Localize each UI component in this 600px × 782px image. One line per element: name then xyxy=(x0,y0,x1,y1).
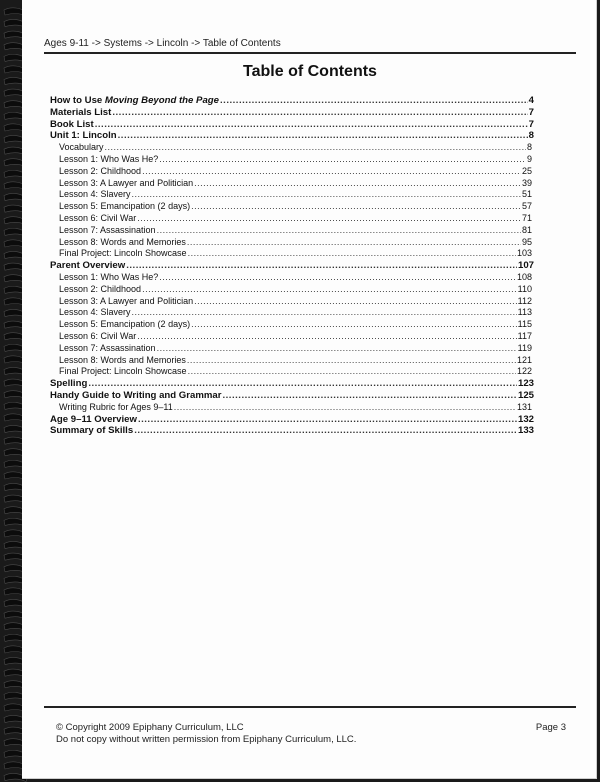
toc-entry[interactable] xyxy=(50,201,534,213)
toc-entry[interactable] xyxy=(50,107,534,119)
dot-leader xyxy=(105,142,526,154)
dot-leader xyxy=(191,201,521,213)
toc-page-number: 115 xyxy=(517,319,532,330)
footer-divider xyxy=(44,706,576,708)
dot-leader xyxy=(88,378,517,390)
toc-entry[interactable] xyxy=(50,213,534,225)
page-title: Table of Contents xyxy=(243,63,377,80)
toc-page-number: 9 xyxy=(526,153,532,164)
dot-leader xyxy=(142,166,521,178)
toc-entry-label: Lesson 6: Civil War xyxy=(59,330,137,341)
toc-entry-label: Summary of Skills xyxy=(50,425,134,437)
toc-entry-label: Materials List xyxy=(50,106,112,118)
page-number: Page 3 xyxy=(535,722,566,733)
toc-entry-label: Lesson 8: Words and Memories xyxy=(59,354,186,365)
toc-entry-label: Final Project: Lincoln Showcase xyxy=(59,366,187,377)
document-page xyxy=(22,0,597,779)
dot-leader xyxy=(142,284,517,296)
toc-entry[interactable] xyxy=(50,260,534,272)
toc-entry[interactable] xyxy=(50,414,534,426)
toc-entry[interactable] xyxy=(50,307,534,319)
toc-entry-label: Lesson 7: Assassination xyxy=(59,342,156,353)
toc-page-number: 39 xyxy=(521,177,532,188)
toc-entry-label: Lesson 5: Emancipation (2 days) xyxy=(59,201,191,212)
toc-page-number: 25 xyxy=(521,165,532,176)
toc-page-number: 81 xyxy=(521,224,532,235)
toc-entry[interactable] xyxy=(50,142,534,154)
dot-leader xyxy=(222,390,517,402)
toc-entry-label: Lesson 4: Slavery xyxy=(59,307,131,318)
dot-leader xyxy=(126,260,517,272)
dot-leader xyxy=(187,355,516,367)
toc-page-number: 8 xyxy=(528,130,534,142)
dot-leader xyxy=(191,319,517,331)
dot-leader xyxy=(137,213,521,225)
toc-entry[interactable] xyxy=(50,331,534,343)
dot-leader xyxy=(134,425,517,437)
toc-entry-label: Unit 1: Lincoln xyxy=(50,130,117,142)
toc-entry[interactable] xyxy=(50,366,534,378)
dot-leader xyxy=(194,178,521,190)
dot-leader xyxy=(159,272,516,284)
toc-entry-label: Lesson 3: A Lawyer and Politician xyxy=(59,177,194,188)
toc-entry-label: Age 9–11 Overview xyxy=(50,413,137,425)
copy-notice: Do not copy without written permission from Epiphany Curriculum, LLC. xyxy=(56,734,357,745)
toc-page-number: 133 xyxy=(517,425,534,437)
toc-page-number: 103 xyxy=(516,248,532,259)
toc-entry-label: Lesson 3: A Lawyer and Politician xyxy=(59,295,194,306)
toc-entry-label: Lesson 1: Who Was He? xyxy=(59,153,159,164)
toc-entry-label: Lesson 1: Who Was He? xyxy=(59,271,159,282)
dot-leader xyxy=(159,154,526,166)
toc-entry[interactable] xyxy=(50,154,534,166)
toc-page-number: 107 xyxy=(517,260,534,272)
toc-entry[interactable] xyxy=(50,284,534,296)
toc-page-number: 110 xyxy=(517,283,532,294)
toc-entry[interactable] xyxy=(50,402,534,414)
toc-page-number: 51 xyxy=(521,189,532,200)
dot-leader xyxy=(188,248,516,260)
toc-entry[interactable] xyxy=(50,319,534,331)
toc-entry-label: Lesson 7: Assassination xyxy=(59,224,156,235)
toc-entry[interactable] xyxy=(50,237,534,249)
toc-page-number: 125 xyxy=(517,389,534,401)
toc-entry[interactable] xyxy=(50,296,534,308)
toc-entry-label: Lesson 6: Civil War xyxy=(59,212,137,223)
toc-entry-label: Lesson 2: Childhood xyxy=(59,165,142,176)
toc-page-number: 131 xyxy=(516,401,532,412)
dot-leader xyxy=(137,331,516,343)
dot-leader xyxy=(95,119,528,131)
toc-entry[interactable] xyxy=(50,390,534,402)
dot-leader xyxy=(194,296,517,308)
toc-page-number: 71 xyxy=(521,212,532,223)
toc-entry[interactable] xyxy=(50,272,534,284)
toc-entry-label: Final Project: Lincoln Showcase xyxy=(59,248,187,259)
toc-entry-label: Lesson 4: Slavery xyxy=(59,189,131,200)
toc-entry[interactable] xyxy=(50,225,534,237)
toc-entry-label: Vocabulary xyxy=(59,142,104,153)
toc-page-number: 57 xyxy=(521,201,532,212)
toc-entry[interactable] xyxy=(50,343,534,355)
dot-leader xyxy=(112,107,527,119)
footer xyxy=(56,722,566,746)
toc-entry-label: How to Use Moving Beyond the Page xyxy=(50,95,219,106)
dot-leader xyxy=(187,237,521,249)
toc-page-number: 119 xyxy=(517,342,532,353)
toc-page-number: 132 xyxy=(517,413,534,425)
toc-entry[interactable] xyxy=(50,189,534,201)
toc-page-number: 123 xyxy=(517,378,534,390)
toc-page-number: 108 xyxy=(516,271,532,282)
toc-entry-label: Lesson 2: Childhood xyxy=(59,283,142,294)
toc-page-number: 121 xyxy=(516,354,532,365)
toc-page-number: 117 xyxy=(517,330,532,341)
toc-page-number: 122 xyxy=(516,366,532,377)
toc-page-number: 95 xyxy=(521,236,532,247)
toc-entry[interactable] xyxy=(50,378,534,390)
toc-entry[interactable] xyxy=(50,166,534,178)
toc-entry[interactable] xyxy=(50,119,534,131)
table-of-contents xyxy=(50,95,534,437)
dot-leader xyxy=(118,130,528,142)
dot-leader xyxy=(132,307,517,319)
toc-entry[interactable] xyxy=(50,355,534,367)
toc-entry-label: Parent Overview xyxy=(50,260,126,272)
toc-entry[interactable] xyxy=(50,425,534,437)
toc-entry-label: Book List xyxy=(50,118,94,130)
toc-page-number: 112 xyxy=(517,295,532,306)
dot-leader xyxy=(220,95,528,107)
toc-entry[interactable] xyxy=(50,95,534,107)
dot-leader xyxy=(157,225,521,237)
dot-leader xyxy=(188,366,516,378)
toc-entry-label: Lesson 5: Emancipation (2 days) xyxy=(59,319,191,330)
toc-entry[interactable] xyxy=(50,130,534,142)
toc-page-number: 8 xyxy=(526,142,532,153)
dot-leader xyxy=(132,189,521,201)
toc-entry-label: Writing Rubric for Ages 9–11 xyxy=(59,401,173,412)
toc-page-number: 7 xyxy=(528,106,534,118)
toc-page-number: 4 xyxy=(528,95,534,106)
dot-leader xyxy=(174,402,516,414)
toc-entry-label: Lesson 8: Words and Memories xyxy=(59,236,186,247)
toc-entry-label: Handy Guide to Writing and Grammar xyxy=(50,389,222,401)
dot-leader xyxy=(138,414,517,426)
toc-page-number: 113 xyxy=(517,307,532,318)
toc-entry-label: Spelling xyxy=(50,378,88,390)
copyright-text: © Copyright 2009 Epiphany Curriculum, LLC xyxy=(56,722,244,733)
dot-leader xyxy=(157,343,517,355)
toc-entry[interactable] xyxy=(50,248,534,260)
toc-page-number: 7 xyxy=(528,118,534,130)
breadcrumb: Ages 9-11 -> Systems -> Lincoln -> Table of Contents xyxy=(44,38,576,54)
toc-entry[interactable] xyxy=(50,178,534,190)
